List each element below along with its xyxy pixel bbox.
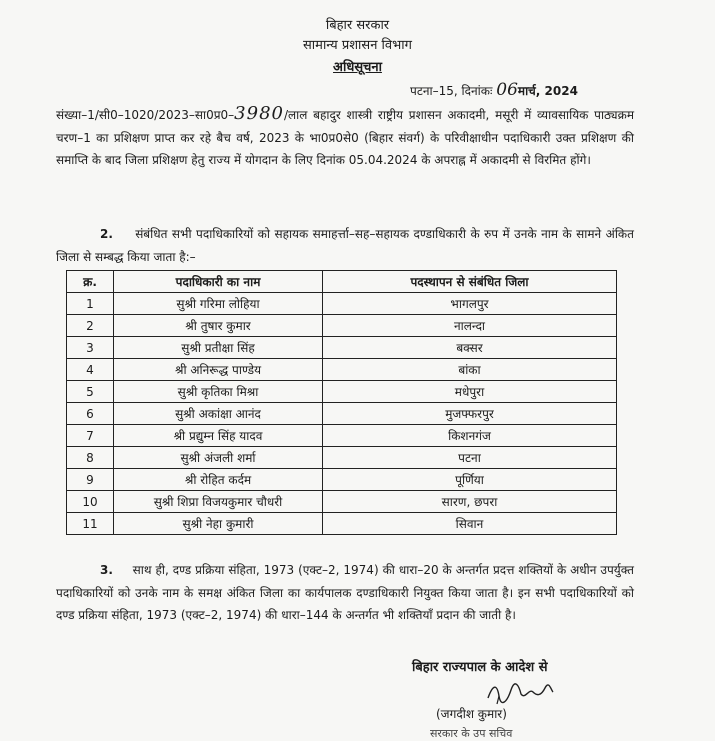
paragraph-1 [56, 103, 634, 172]
cut-off-designation: सरकार के उप सचिव [430, 727, 513, 740]
signatory-name: (जगदीश कुमार) [436, 707, 507, 721]
document-type-heading: अधिसूचना [333, 60, 382, 75]
paragraph-2-text: संबंधित सभी पदाधिकारियों को सहायक समाहर्त्ता–सह–सहायक दण्डाधिकारी के रुप में उनके नाम के सामने अंकित जिला से सम्बद्ध किया जाता है:– [56, 227, 634, 264]
officer-name-cell: सुश्री गरिमा लोहिया [114, 293, 323, 315]
district-cell: मुजफ्फरपुर [323, 403, 617, 425]
district-cell: सिवान [323, 513, 617, 535]
column-header-serial: क्र. [67, 271, 114, 293]
serial-cell: 11 [67, 513, 114, 535]
district-cell: भागलपुर [323, 293, 617, 315]
serial-cell: 8 [67, 447, 114, 469]
district-cell: बक्सर [323, 337, 617, 359]
officer-name-cell: श्री तुषार कुमार [114, 315, 323, 337]
officer-name-cell: सुश्री नेहा कुमारी [114, 513, 323, 535]
table-row [67, 315, 617, 337]
serial-cell: 7 [67, 425, 114, 447]
dateline-prefix: पटना–15, दिनांकः [410, 84, 493, 98]
table-header-row [67, 271, 617, 293]
officer-name-cell: सुश्री प्रतीक्षा सिंह [114, 337, 323, 359]
government-heading: बिहार सरकार [325, 18, 390, 33]
dateline-month-year: मार्च, 2024 [517, 84, 578, 98]
serial-cell: 4 [67, 359, 114, 381]
table-row [67, 447, 617, 469]
district-cell: सारण, छपरा [323, 491, 617, 513]
officer-name-cell: श्री अनिरूद्ध पाण्डेय [114, 359, 323, 381]
district-cell: पटना [323, 447, 617, 469]
paragraph-3-text: साथ ही, दण्ड प्रक्रिया संहिता, 1973 (एक्ट–2, 1974) की धारा–20 के अन्तर्गत प्रदत्त शक्तियों के अधीन उपर्युक्त पदाधिकारियों को उनके नाम के समक्ष अंकित जिला का कार्यपालक दण्डाधिकारी नियुक्त किया जाता है। इन सभी पदाधिकारियों को दण्ड प्रक्रिया संहिता, 1973 (एक्ट–2, 1974) की धारा–144 के अन्तर्गत भी शक्तियाँ प्रदान की जाती है। [56, 563, 634, 622]
officer-name-cell: सुश्री कृतिका मिश्रा [114, 381, 323, 403]
column-header-officer-name: पदाधिकारी का नाम [114, 271, 323, 293]
serial-cell: 2 [67, 315, 114, 337]
department-heading: सामान्य प्रशासन विभाग [303, 38, 412, 53]
paragraph-2 [56, 223, 634, 268]
serial-cell: 1 [67, 293, 114, 315]
officer-name-cell: श्री प्रद्युम्न सिंह यादव [114, 425, 323, 447]
officer-name-cell: श्री रोहित कर्दम [114, 469, 323, 491]
table-row [67, 293, 617, 315]
serial-cell: 9 [67, 469, 114, 491]
table-row [67, 403, 617, 425]
paragraph-3 [56, 559, 634, 627]
paragraph-3-number: 3. [100, 563, 113, 577]
table-row [67, 425, 617, 447]
table-row [67, 337, 617, 359]
column-header-district: पदस्थापन से संबंधित जिला [323, 271, 617, 293]
district-cell: पूर्णिया [323, 469, 617, 491]
district-cell: नालन्दा [323, 315, 617, 337]
district-cell: किशनगंज [323, 425, 617, 447]
officer-name-cell: सुश्री शिप्रा विजयकुमार चौधरी [114, 491, 323, 513]
officer-name-cell: सुश्री अंजली शर्मा [114, 447, 323, 469]
dateline [410, 80, 578, 100]
paragraph-2-number: 2. [100, 227, 113, 241]
table-row [67, 469, 617, 491]
district-cell: बांका [323, 359, 617, 381]
signature-scribble [485, 680, 555, 706]
serial-cell: 6 [67, 403, 114, 425]
serial-cell: 3 [67, 337, 114, 359]
table-row [67, 381, 617, 403]
table-row [67, 491, 617, 513]
paragraph-1-text: /लाल बहादुर शास्त्री राष्ट्रीय प्रशासन अकादमी, मसूरी में व्यावसायिक पाठ्यक्रम चरण–1 का प्रशिक्षण प्राप्त कर रहे बैच वर्ष, 2023 के भा0प्र0से0 (बिहार संवर्ग) के परिवीक्षाधीन पदाधिकारी उक्त प्रशिक्षण की समाप्ति के बाद जिला प्रशिक्षण हेतु राज्य में योगदान के लिए दिनांक 05.04.2024 के अपराह्न में अकादमी से विरमित होंगे। [56, 108, 634, 167]
serial-cell: 10 [67, 491, 114, 513]
handwritten-reference-number: 3980 [234, 103, 284, 124]
handwritten-day: 06 [496, 80, 518, 100]
reference-number-prefix: संख्या–1/सी0–1020/2023–सा0प्र0– [56, 108, 235, 122]
table-row [67, 513, 617, 535]
table-row [67, 359, 617, 381]
district-cell: मधेपुरा [323, 381, 617, 403]
officer-name-cell: सुश्री अकांक्षा आनंद [114, 403, 323, 425]
governor-order-line: बिहार राज्यपाल के आदेश से [412, 660, 548, 675]
serial-cell: 5 [67, 381, 114, 403]
officer-posting-table [66, 270, 617, 535]
